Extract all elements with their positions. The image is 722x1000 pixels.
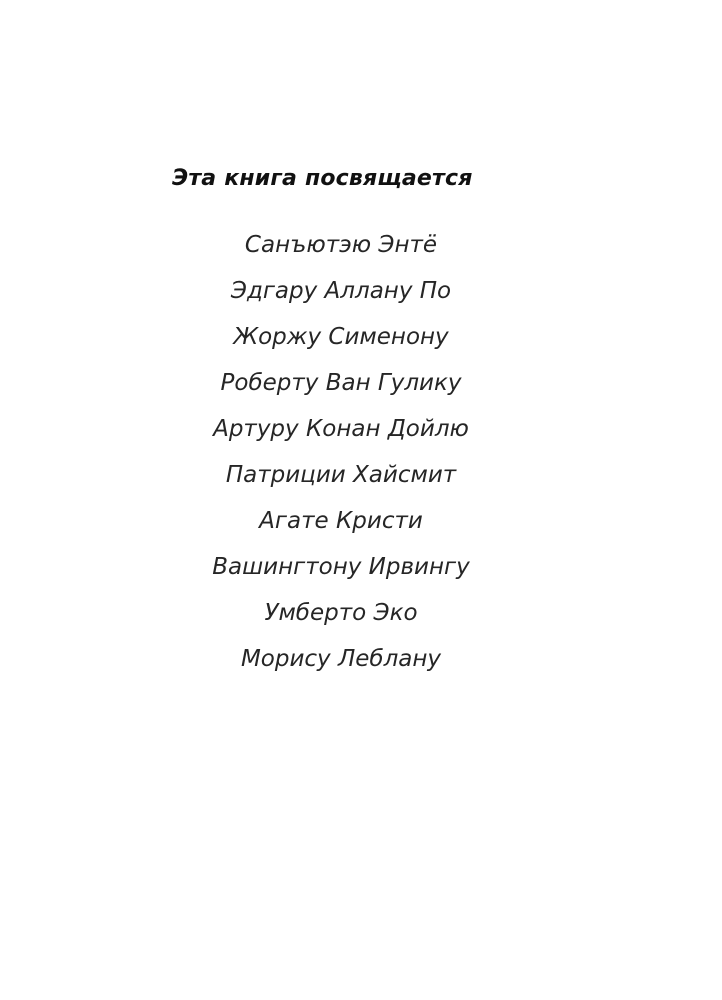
dedication-name: Патриции Хайсмит <box>225 462 457 488</box>
dedication-name: Умберто Эко <box>264 600 418 626</box>
dedication-name: Роберту Ван Гулику <box>220 370 462 396</box>
dedication-name: Вашингтону Ирвингу <box>212 554 470 580</box>
dedication-title: Эта книга посвящается <box>172 166 473 191</box>
dedication-name: Артуру Конан Дойлю <box>213 416 469 442</box>
dedication-name: Эдгару Аллану По <box>230 278 452 304</box>
dedication-list <box>0 226 682 686</box>
dedication-name: Морису Леблану <box>240 646 442 672</box>
dedication-name: Агате Кристи <box>259 508 423 534</box>
dedication-name: Санъютэю Энтё <box>244 232 438 258</box>
dedication-name: Жоржу Сименону <box>233 324 449 350</box>
